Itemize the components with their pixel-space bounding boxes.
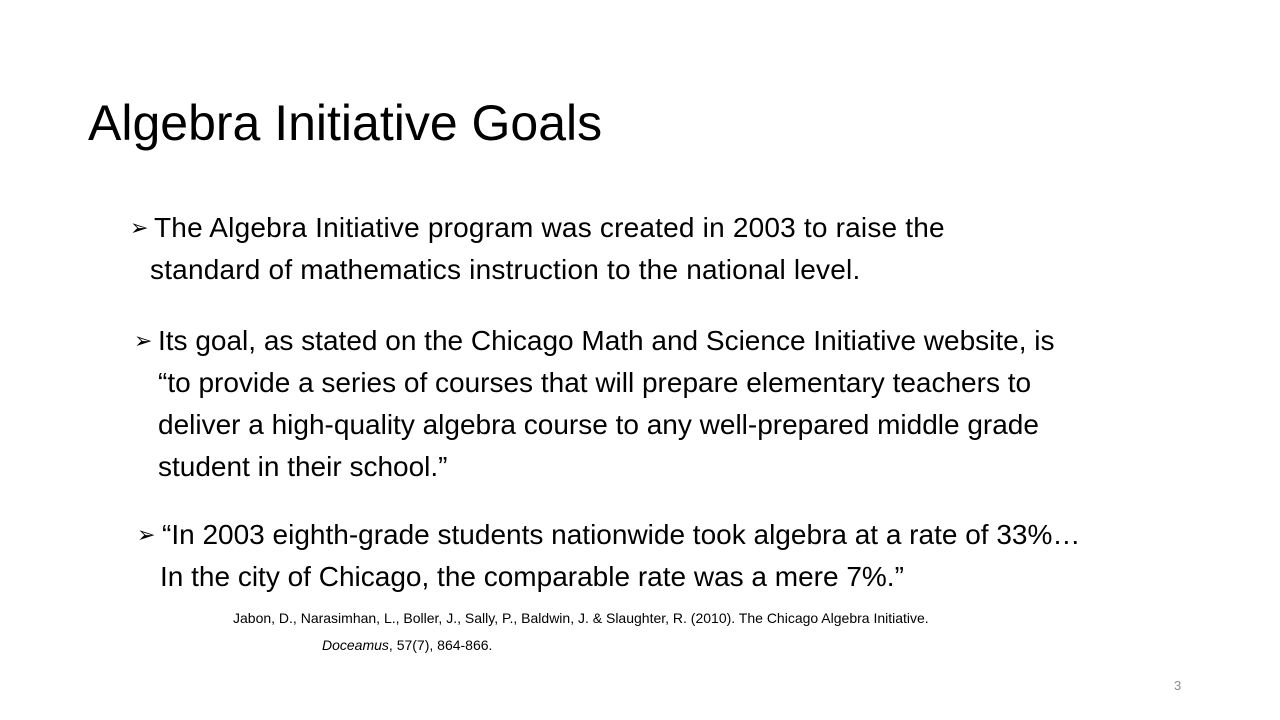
bullet-arrow-icon: ➢ <box>134 328 153 353</box>
bullet-text <box>150 207 945 291</box>
page-number: 3 <box>1174 678 1182 693</box>
citation-line-2 <box>322 633 492 657</box>
bullet-text <box>162 514 1080 598</box>
bullet-line: “In 2003 eighth-grade students nationwide took algebra at a rate of 33%… <box>162 519 1081 550</box>
citation-volume-pages: , 57(7), 864-866. <box>388 637 493 653</box>
bullet-arrow-icon: ➢ <box>137 522 156 547</box>
citation-journal: Doceamus <box>322 637 389 653</box>
bullet-algebra-rate-quote <box>137 514 1081 598</box>
bullet-line: In the city of Chicago, the comparable rate was a mere 7%.” <box>160 561 904 592</box>
slide-title: Algebra Initiative Goals <box>88 95 603 151</box>
citation-line-1: Jabon, D., Narasimhan, L., Boller, J., Sally, P., Baldwin, J. & Slaughter, R. (2010). The Chicago Algebra Initiative. <box>233 610 929 626</box>
bullet-line: “to provide a series of courses that will prepare elementary teachers to <box>158 367 1032 398</box>
bullet-initiative-goal <box>134 320 1055 488</box>
bullet-arrow-icon: ➢ <box>130 215 149 240</box>
bullet-text <box>158 320 1055 488</box>
bullet-line: student in their school.” <box>158 451 448 482</box>
bullet-line: standard of mathematics instruction to the national level. <box>150 254 861 285</box>
bullet-program-creation <box>130 207 945 291</box>
bullet-line: The Algebra Initiative program was created in 2003 to raise the <box>154 212 945 243</box>
bullet-line: deliver a high-quality algebra course to any well-prepared middle grade <box>158 409 1039 440</box>
bullet-line: Its goal, as stated on the Chicago Math and Science Initiative website, is <box>158 325 1055 356</box>
